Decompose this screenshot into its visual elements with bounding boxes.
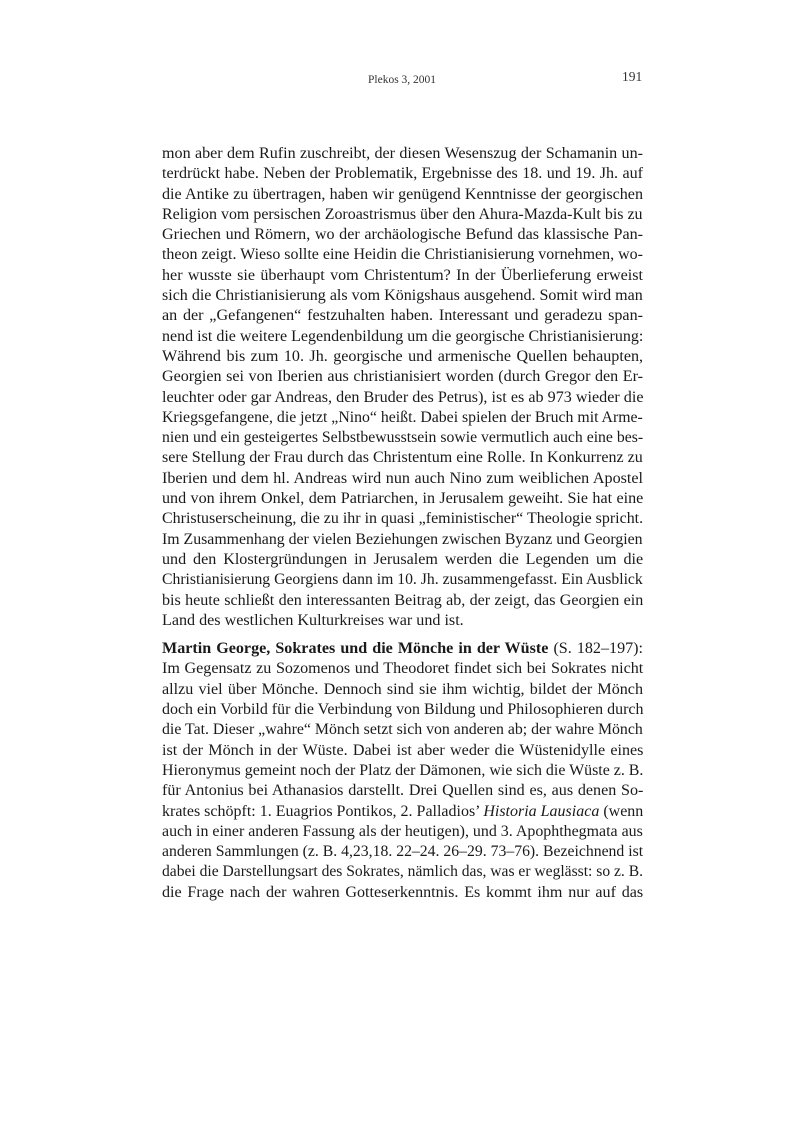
heading-separator: , [266, 640, 276, 658]
text-line: an der „Gefangenen“ festzuhalten haben. Interessant und geradezu span- [162, 307, 643, 325]
text-line: und den Klostergründungen in Jerusalem werden die Legenden um die [162, 550, 644, 568]
text-line: für Antonius bei Athanasios darstellt. Drei Quellen sind es, aus denen So- [162, 782, 644, 800]
text-line: und von ihrem Onkel, dem Patriarchen, in Jerusalem geweiht. Sie hat eine [162, 490, 644, 508]
review-heading [162, 639, 643, 659]
text-line: Georgien sei von Iberien aus christianisiert worden (durch Gregor den Er- [162, 368, 643, 386]
text-line: ist der Mönch in der Wüste. Dabei ist aber weder die Wüstenidylle eines [162, 741, 644, 759]
text-line: die Antike zu übertragen, haben wir genügend Kenntnisse der georgischen [162, 185, 643, 203]
review-pages: (S. 182–197): [548, 640, 643, 658]
text-line: bis heute schließt den interessanten Beitrag ab, der zeigt, das Georgien ein [162, 591, 644, 609]
text-line: Im Gegensatz zu Sozomenos und Theodoret findet sich bei Sokrates nicht [162, 660, 644, 678]
review-author: Martin George [162, 640, 267, 658]
text-line: auch in einer anderen Fassung als der heutigen), und 3. Apophthegmata aus [162, 822, 643, 840]
text-line: Christianisierung Georgiens dann im 10. Jh. zusammengefasst. Ein Ausblick [162, 571, 643, 589]
text-line: Land des westlichen Kulturkreises war und ist. [162, 611, 464, 629]
text-line: dabei die Darstellungsart des Sokrates, nämlich das, was er weglässt: so z. B. [162, 863, 643, 881]
text-line: Griechen und Römern, wo der archäologische Befund das klassische Pan- [162, 226, 643, 244]
running-header [0, 69, 799, 88]
text-line: doch ein Vorbild für die Verbindung von Bildung und Philosophieren durch [162, 701, 644, 719]
text-line: allzu viel über Mönche. Dennoch sind sie ihm wichtig, bildet der Mönch [162, 680, 643, 698]
text-line: Iberien und dem hl. Andreas wird nun auch Nino zum weiblichen Apostel [162, 469, 643, 487]
text-line: nien und ein gesteigertes Selbstbewusstsein sowie vermutlich auch eine bes- [162, 429, 644, 447]
paragraph-review-george [162, 639, 643, 903]
text-line: Im Zusammenhang der vielen Beziehungen zwischen Byzanz und Georgien [162, 530, 643, 548]
text-line: anderen Sammlungen (z. B. 4,23,18. 22–24. 26–29. 73–76). Bezeichnend ist [162, 843, 644, 861]
text-line: sere Stellung der Frau durch das Christentum eine Rolle. In Konkurrenz zu [162, 449, 643, 467]
text-line: Hieronymus gemeint noch der Platz der Dämonen, wie sich die Wüste z. B. [162, 761, 644, 779]
text-line: leuchter oder gar Andreas, den Bruder des Petrus), ist es ab 973 wieder die [162, 388, 644, 406]
text-line: theon zeigt. Wieso sollte eine Heidin die Christianisierung vornehmen, wo- [162, 246, 643, 264]
page-number: 191 [622, 69, 643, 84]
journal-citation: Plekos 3, 2001 [368, 74, 437, 86]
text-line: sich die Christianisierung als vom Königshaus ausgehend. Somit wird man [162, 287, 643, 305]
work-title: Historia Lausiaca [483, 802, 600, 820]
text-line: mon aber dem Rufin zuschreibt, der diesen Wesenszug der Schamanin un- [162, 145, 643, 162]
text-line: nend ist die weitere Legendenbildung um die georgische Christianisierung: [162, 327, 644, 345]
text-line: die Tat. Dieser „wahre“ Mönch setzt sich von anderen ab; der wahre Mönch [162, 721, 643, 739]
text-line: terdrückt habe. Neben der Problematik, Ergebnisse des 18. und 19. Jh. auf [162, 165, 643, 183]
text-line-with-italic [162, 802, 644, 822]
text-segment: (wenn [599, 802, 644, 820]
text-line: Kriegsgefangene, die jetzt „Nino“ heißt. Dabei spielen der Bruch mit Arme- [162, 408, 643, 426]
paragraph-review-georgia [162, 144, 643, 631]
body-text [162, 144, 643, 903]
text-line: Christuserscheinung, die zu ihr in quasi „feministischer“ Theologie spricht. [162, 510, 644, 528]
text-segment: krates schöpft: 1. Euagrios Pontikos, 2. Palladios’ [162, 802, 484, 820]
text-line: Religion vom persischen Zoroastrismus über den Ahura-Mazda-Kult bis zu [162, 205, 643, 223]
text-line: die Frage nach der wahren Gotteserkenntnis. Es kommt ihm nur auf das [162, 883, 644, 901]
review-title: Sokrates und die Mönche in der Wüste [275, 640, 549, 658]
text-line: Während bis zum 10. Jh. georgische und armenische Quellen behaupten, [162, 347, 644, 365]
text-line: her wusste sie überhaupt vom Christentum? In der Überlieferung erweist [162, 266, 643, 284]
